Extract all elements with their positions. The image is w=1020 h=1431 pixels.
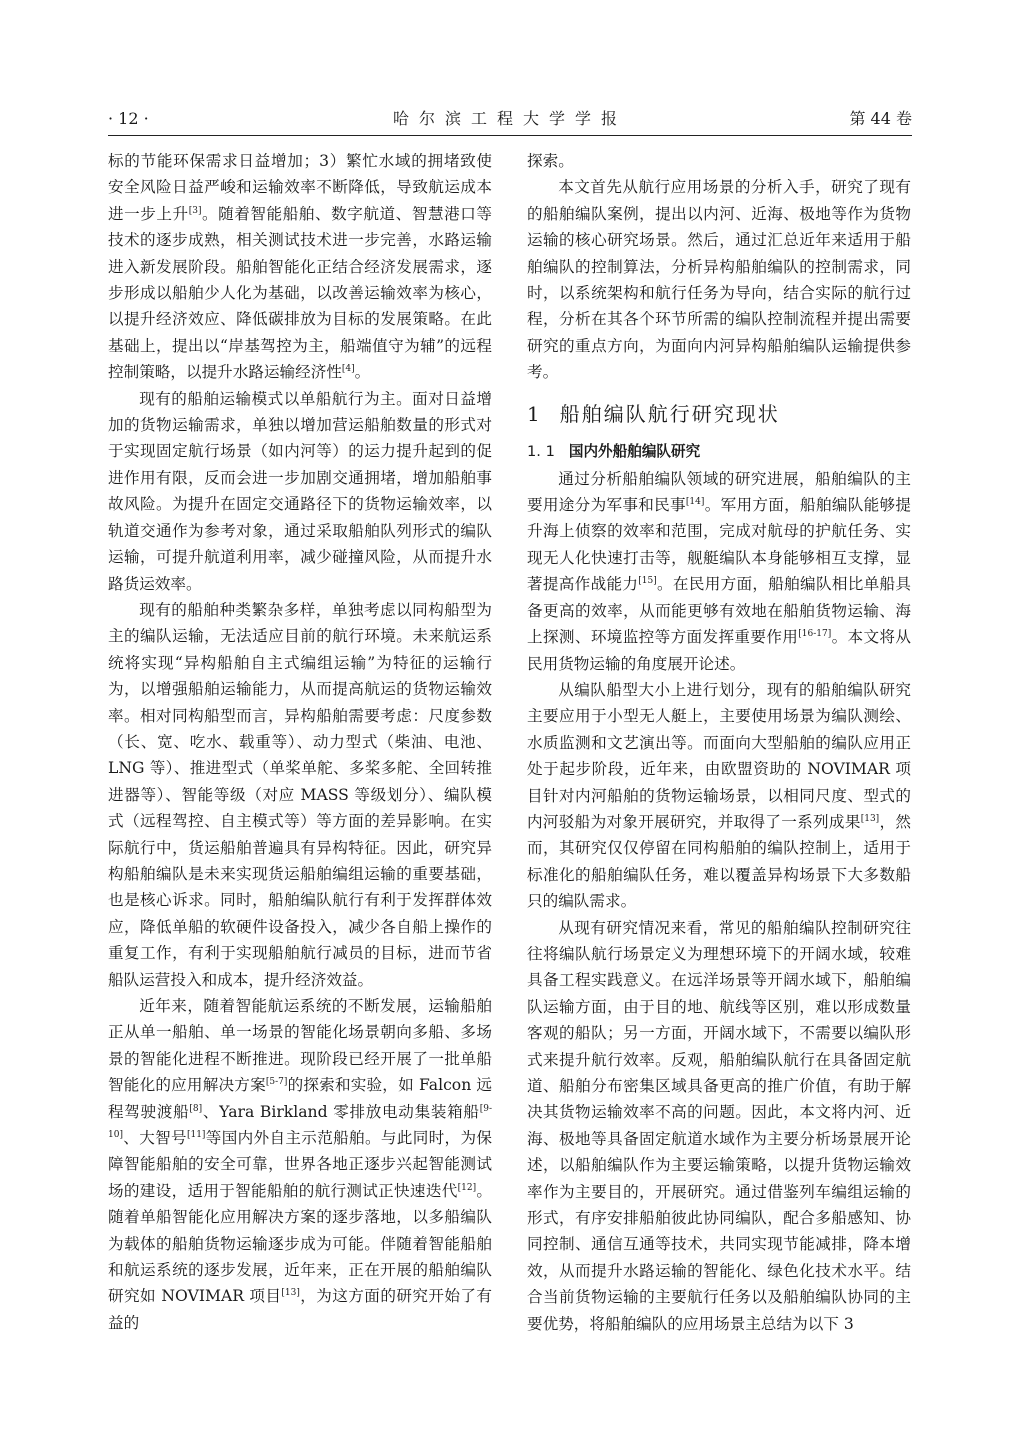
citation: [14] [685, 497, 705, 508]
section-number: 1 [527, 401, 542, 426]
paragraph: 近年来，随着智能航运系统的不断发展，运输船舶正从单一船舶、单一场景的智能化场景朝向多船、多场景的智能化进程不断推进。现阶段已经开展了一批单船智能化的应用解决方案[5-7]的探索和实验，如 Falcon 远程驾驶渡船[8]、Yara Birkland 零排放电动集装箱船[9-10]、大智号[11]等国内外自主示范船舶。与此同时，为保障智能船舶的安全可靠，世界各地正逐步兴起智能测试场的建设，适用于智能船舶的航行测试正快速迭代[12]。随着单船智能化应用解决方案的逐步落地，以多船编队为载体的船舶货物运输逐步成为可能。伴随着智能船舶和航运系统的逐步发展，近年来，正在开展的船舶编队研究如 NOVIMAR 项目[13]，为这方面的研究开始了有益的 [108, 997, 492, 1332]
citation: [15] [638, 576, 657, 587]
citation: [16-17] [798, 629, 832, 640]
running-header [108, 106, 912, 132]
citation: [3] [188, 205, 202, 216]
paragraph: 通过分析船舶编队领域的研究进展，船舶编队的主要用途分为军事和民事[14]。军用方面，船舶编队能够提升海上侦察的效率和范围，完成对航母的护航任务、实现无人化快速打击等，舰艇编队本身能够相互支撑，显著提高作战能力[15]。在民用方面，船舶编队相比单船具备更高的效率，从而能更够有效地在船舶货物运输、海上探测、环境监控等方面发挥重要作用[16-17]。本文将从民用货物运输的角度展开论述。 [527, 469, 911, 673]
paragraph: 探索。 [527, 152, 574, 170]
section-title: 船舶编队航行研究现状 [559, 401, 780, 426]
volume-label: 第 44 卷 [849, 109, 912, 128]
paragraph: 本文首先从航行应用场景的分析入手，研究了现有的船舶编队案例，提出以内河、近海、极地等作为货物运输的核心研究场景。然后，通过汇总近年来适用于船舶编队的控制算法，分析异构船舶编队的控制需求，同时，以系统架构和航行任务为导向，结合实际的航行过程，分析在其各个环节所需的编队控制流程并提出需要研究的重点方向，为面向内河异构船舶编队运输提供参考。 [527, 178, 911, 382]
citation: [8] [189, 1103, 203, 1114]
citation: [13] [281, 1288, 300, 1299]
subsection-heading [527, 440, 911, 464]
paragraph: 现有的船舶种类繁杂多样，单独考虑以同构船型为主的编队运输，无法适应目前的航行环境。未来航运系统将实现“异构船舶自主式编组运输”为特征的运输行为，以增强船舶运输能力，从而提高航运的货物运输效率。相对同构船型而言，异构船舶需要考虑：尺度参数（长、宽、吃水、载重等）、动力型式（柴油、电池、LNG 等）、推进型式（单桨单舵、多桨多舵、全回转推进器等）、智能等级（对应 MASS 等级划分）、编队模式（远程驾控、自主模式等）等方面的差异影响。在实际航行中，货运船舶普遍具有异构特征。因此，研究异构船舶编队是未来实现货运船舶编组运输的重要基础，也是核心诉求。同时，船舶编队航行有利于发挥群体效应，降低单船的软硬件设备投入，减少各自船上操作的重复工作，有利于实现船舶航行减员的目标，进而节省船队运营投入和成本，提升经济效益。 [108, 600, 492, 989]
left-column [108, 148, 492, 1336]
citation: [9-10] [108, 1103, 492, 1141]
citation: [11] [186, 1130, 206, 1141]
citation: [4] [341, 364, 355, 375]
journal-title: 哈尔滨工程大学学报 [392, 109, 627, 128]
paragraph: 从编队船型大小上进行划分，现有的船舶编队研究主要应用于小型无人艇上，主要使用场景为编队测绘、水质监测和文艺演出等。而面向大型船舶的编队应用正处于起步阶段，近年来，由欧盟资助的 NOVIMAR 项目针对内河船舶的货物运输场景，以相同尺度、型式的内河驳船为对象开展研究，并取得了一系列成果[13]，然而，其研究仅仅停留在同构船舶的编队控制上，适用于标准化的船舶编队任务，难以覆盖异构场景下大多数船只的编队需求。 [527, 680, 911, 911]
subsection-title: 国内外船舶编队研究 [568, 442, 701, 460]
section-heading [527, 399, 911, 429]
page-number: · 12 · [108, 109, 149, 128]
right-column [527, 148, 911, 1337]
citation: [13] [860, 813, 880, 824]
subsection-number: 1. 1 [527, 442, 555, 460]
citation: [12] [457, 1182, 477, 1193]
paragraph: 标的节能环保需求日益增加；3）繁忙水域的拥堵致使安全风险日益严峻和运输效率不断降低，导致航运成本进一步上升[3]。随着智能船舶、数字航道、智慧港口等技术的逐步成熟，相关测试技术进一步完善，水路运输进入新发展阶段。船舶智能化正结合经济发展需求，逐步形成以船舶少人化为基础，以改善运输效率为核心，以提升经济效应、降低碳排放为目标的发展策略。在此基础上，提出以“岸基驾控为主，船端值守为辅”的远程控制策略，以提升水路运输经济性[4]。 [108, 152, 492, 382]
paragraph: 从现有研究情况来看，常见的船舶编队控制研究往往将编队航行场景定义为理想环境下的开阔水域，较难具备工程实践意义。在远洋场景等开阔水域下，船舶编队运输方面，由于目的地、航线等区别，难以形成数量客观的船队；另一方面，开阔水域下，不需要以编队形式来提升航行效率。反观，船舶编队航行在具备固定航道、船舶分布密集区域具备更高的推广价值，有助于解决其货物运输效率不高的问题。因此，本文将内河、近海、极地等具备固定航道水域作为主要分析场景展开论述，以船舶编队作为主要运输策略，以提升货物运输效率作为主要目的，开展研究。通过借鉴列车编组运输的形式，有序安排船舶彼此协同编队，配合多船感知、协同控制、通信互通等技术，共同实现节能减排，降本增效，从而提升水路运输的智能化、绿色化技术水平。结合当前货物运输的主要航行任务以及船舶编队协同的主要优势，将船舶编队的应用场景主总结为以下 3 [527, 918, 911, 1333]
paragraph: 现有的船舶运输模式以单船航行为主。面对日益增加的货物运输需求，单独以增加营运船舶数量的形式对于实现固定航行场景（如内河等）的运力提升起到的促进作用有限，反而会进一步加剧交通拥堵，增加船舶事故风险。为提升在固定交通路径下的货物运输效率，以轨道交通作为参考对象，通过采取船舶队列形式的编队运输，可提升航道利用率，减少碰撞风险，从而提升水路货运效率。 [108, 389, 492, 593]
citation: [5-7] [265, 1077, 288, 1088]
header-rule [108, 135, 912, 136]
